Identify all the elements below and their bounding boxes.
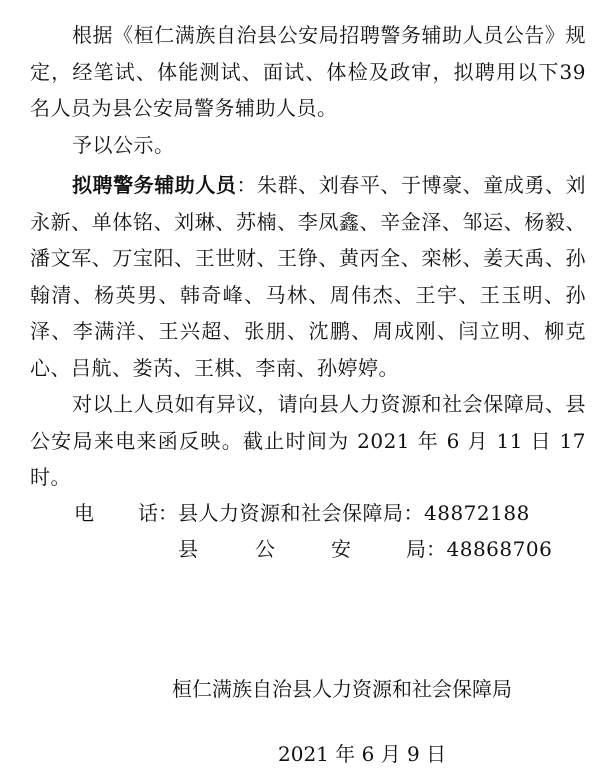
police-name-char-3: 安	[331, 537, 352, 561]
phone-label-char-2: 话	[138, 501, 159, 525]
candidate-names: ：朱群、刘春平、于博豪、童成勇、刘永新、单体铭、刘琳、苏楠、李凤鑫、辛金泽、邹运、杨毅、潘文军、万宝阳、王世财、王铮、黄丙全、栾彬、姜天禹、孙翰清、杨英男、韩奇峰、马林、周伟杰、王宇、王玉明、孙泽、李满洋、王兴超、张朋、沈鹏、周成刚、闫立明、柳克心、吕航、娄芮、王棋、李南、孙婷婷。	[30, 173, 586, 380]
notice-body	[30, 0, 586, 561]
publicity-paragraph: 予以公示。	[72, 132, 175, 157]
candidate-list-paragraph	[30, 167, 586, 386]
police-phone: ：48868706	[426, 537, 553, 561]
police-name-char-1: 县	[178, 537, 199, 561]
police-name-char-4: 局	[406, 537, 427, 561]
signing-organization: 桓仁满族自治县人力资源和社会保障局	[172, 677, 512, 701]
hrss-phone: 县人力资源和社会保障局：48872188	[178, 501, 530, 525]
phone-label-colon: ：	[158, 501, 179, 525]
candidate-list-label: 拟聘警务辅助人员	[72, 173, 237, 197]
intro-paragraph: 根据《桓仁满族自治县公安局招聘警务辅助人员公告》规定，经笔试、体能测试、面试、体检及政审，拟聘用以下39名人员为县公安局警务辅助人员。	[30, 23, 586, 120]
phone-label-char-1: 电	[74, 501, 95, 525]
objection-paragraph: 对以上人员如有异议，请向县人力资源和社会保障局、县公安局来电来函反映。截止时间为 2021 年 6 月 11 日 17 时。	[30, 392, 586, 489]
signing-date: 2021 年 6 月 9 日	[278, 742, 447, 766]
police-name-char-2: 公	[255, 537, 276, 561]
